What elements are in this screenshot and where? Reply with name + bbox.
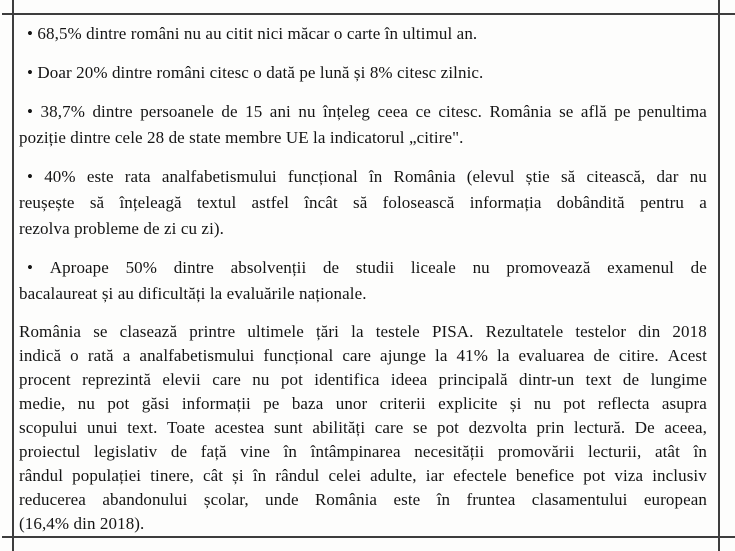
table-border-left	[12, 0, 14, 551]
word: prin	[536, 418, 565, 437]
word: asupra	[661, 394, 707, 413]
word: să	[560, 167, 576, 186]
word: pot	[280, 370, 303, 389]
word: liceale	[410, 258, 456, 277]
word: află	[580, 102, 607, 121]
word: dezvolta	[468, 418, 527, 437]
word: citesc.	[438, 102, 483, 121]
text-line	[19, 368, 707, 392]
text-line	[19, 488, 707, 512]
word: reușește	[19, 193, 75, 212]
bullet-item	[19, 164, 707, 242]
text-line	[19, 99, 707, 125]
word: penultima	[638, 102, 707, 121]
word: de	[690, 258, 707, 277]
word: la	[435, 346, 448, 365]
word: funcțional	[263, 346, 334, 365]
word: reducerea	[19, 490, 86, 509]
word: de	[170, 442, 188, 461]
word: necesității	[414, 442, 485, 461]
text-line	[19, 344, 707, 368]
word: ceea	[377, 102, 409, 121]
word: baza	[291, 394, 324, 413]
word: efectele	[453, 466, 507, 485]
text-line: bacalaureat și au dificultăți la evaluările naționale.	[19, 284, 367, 303]
word: medie,	[19, 394, 66, 413]
word: lectură.	[573, 418, 626, 437]
word: legislativ	[93, 442, 158, 461]
word: nu	[472, 258, 490, 277]
word: informații	[181, 394, 251, 413]
word: România	[314, 490, 378, 509]
paragraph	[19, 320, 707, 536]
word: textul	[196, 193, 237, 212]
word: atât	[654, 442, 680, 461]
word: lecturii,	[588, 442, 642, 461]
word: înțeleg	[323, 102, 371, 121]
word: a	[122, 346, 131, 365]
word: găsi	[141, 394, 170, 413]
word: este	[86, 167, 114, 186]
word: clasează	[119, 322, 178, 341]
word: reprezintă	[82, 370, 152, 389]
word: evaluarea	[518, 346, 585, 365]
word: Rezultatele	[485, 322, 564, 341]
word: în	[283, 442, 298, 461]
text-line	[19, 164, 707, 190]
word: cât	[202, 466, 224, 485]
word: nu	[298, 102, 316, 121]
word: •	[27, 167, 34, 186]
word: folosească	[382, 193, 455, 212]
word: •	[27, 258, 34, 277]
word: explicite	[438, 394, 498, 413]
table-border-right	[718, 0, 720, 551]
bullet-item	[19, 255, 707, 307]
word: nu	[689, 167, 707, 186]
word: unui	[87, 418, 118, 437]
word: PISA.	[431, 322, 474, 341]
word: 15	[245, 102, 263, 121]
text-line	[19, 392, 707, 416]
word: iar	[425, 466, 444, 485]
word: ce	[415, 102, 431, 121]
word: pot	[563, 394, 586, 413]
word: Toate	[167, 418, 206, 437]
word: 50%	[125, 258, 158, 277]
text-line	[19, 416, 707, 440]
word: citire.	[618, 346, 659, 365]
word: România	[489, 102, 552, 121]
word: față	[200, 442, 227, 461]
word: întâmpinarea	[310, 442, 401, 461]
word: inclusiv	[652, 466, 707, 485]
word: procent	[19, 370, 71, 389]
word: țări	[315, 322, 340, 341]
word: din	[638, 322, 661, 341]
word: text	[585, 370, 612, 389]
word: pe	[614, 102, 631, 121]
word: informația	[469, 193, 542, 212]
word: proiectul	[19, 442, 81, 461]
word: identifica	[314, 370, 380, 389]
word: România	[393, 167, 456, 186]
word: care	[374, 418, 404, 437]
bullet-item	[19, 60, 707, 86]
word: dintre	[92, 102, 133, 121]
word: să	[353, 193, 368, 212]
word: viza	[614, 466, 644, 485]
word: nu	[533, 394, 552, 413]
word: știe	[525, 167, 550, 186]
word: nu	[252, 370, 270, 389]
text-line: • 68,5% dintre români nu au citit nici măcar o carte în ultimul an.	[27, 24, 478, 43]
text-line	[19, 190, 707, 216]
text-line	[19, 440, 707, 464]
word: clasamentului	[531, 490, 628, 509]
word: Aproape	[49, 258, 109, 277]
bullet-item	[19, 99, 707, 151]
word: încât	[304, 193, 338, 212]
word: indică	[19, 346, 62, 365]
word: dintre	[173, 258, 214, 277]
word: populației	[72, 466, 142, 485]
word: abilități	[312, 418, 366, 437]
word: unde	[265, 490, 299, 509]
word: •	[27, 102, 34, 121]
word: citească,	[586, 167, 646, 186]
word: de	[221, 102, 238, 121]
word: unor	[335, 394, 368, 413]
word: ani	[269, 102, 291, 121]
word: la	[497, 346, 510, 365]
word: tinere,	[150, 466, 194, 485]
word: funcțional	[287, 167, 358, 186]
word: pentru	[639, 193, 684, 212]
word: text.	[127, 418, 158, 437]
word: în	[693, 442, 707, 461]
word: aceea,	[664, 418, 707, 437]
word: rata	[124, 167, 151, 186]
word: înțeleagă	[119, 193, 182, 212]
word: care	[212, 370, 241, 389]
word: ideea	[390, 370, 428, 389]
word: România	[19, 322, 82, 341]
word: abandonului	[102, 490, 188, 509]
word: în	[436, 490, 451, 509]
word: 40%	[44, 167, 76, 186]
word: de	[322, 258, 340, 277]
word: dintr-un	[519, 370, 575, 389]
word: celei	[328, 466, 362, 485]
word: la	[351, 322, 364, 341]
word: principală	[438, 370, 508, 389]
word: ultimele	[247, 322, 304, 341]
word: analfabetismului	[139, 346, 255, 365]
word: se	[559, 102, 574, 121]
table-border-bottom	[2, 536, 735, 538]
word: dar	[656, 167, 679, 186]
word: a	[699, 193, 707, 212]
word: o	[70, 346, 79, 365]
word: se	[413, 418, 428, 437]
text-line: poziție dintre cele 28 de state membre UE la indicatorul „citire".	[19, 128, 464, 147]
word: persoanele	[140, 102, 214, 121]
word: școlar,	[203, 490, 249, 509]
word: este	[393, 490, 421, 509]
word: european	[643, 490, 707, 509]
word: 2018	[672, 322, 707, 341]
text-line	[19, 320, 707, 344]
text-line	[19, 255, 707, 281]
word: lungime	[650, 370, 707, 389]
text-line: rezolva probleme de zi cu zi).	[19, 219, 225, 238]
word: (elevul	[466, 167, 515, 186]
word: sunt	[273, 418, 303, 437]
word: vine	[240, 442, 270, 461]
word: în	[368, 167, 383, 186]
word: testele	[375, 322, 420, 341]
bullet-list	[19, 21, 707, 307]
word: pot	[436, 418, 459, 437]
word: 41%	[456, 346, 488, 365]
word: printre	[189, 322, 236, 341]
word: de	[593, 346, 610, 365]
word: dobândită	[556, 193, 625, 212]
document-content	[19, 21, 707, 536]
word: acestea	[214, 418, 265, 437]
word: De	[634, 418, 655, 437]
bullet-item	[19, 21, 707, 47]
word: de	[622, 370, 640, 389]
text-line: • Doar 20% dintre români citesc o dată pe lună și 8% citesc zilnic.	[27, 63, 484, 82]
word: care	[342, 346, 372, 365]
word: pot	[107, 394, 130, 413]
word: nu	[77, 394, 95, 413]
word: studii	[355, 258, 395, 277]
word: rândul	[19, 466, 64, 485]
word: pot	[583, 466, 606, 485]
word: Acest	[667, 346, 707, 365]
word: elevii	[162, 370, 201, 389]
word: 38,7%	[40, 102, 85, 121]
word: testelor	[575, 322, 627, 341]
word: adulte,	[370, 466, 417, 485]
text-line: (16,4% din 2018).	[19, 514, 145, 533]
word: și	[232, 466, 244, 485]
text-line	[19, 464, 707, 488]
word: promovării	[497, 442, 575, 461]
table-border-top	[2, 13, 735, 15]
word: scopului	[19, 418, 78, 437]
word: analfabetismului	[161, 167, 277, 186]
word: în	[252, 466, 267, 485]
word: rândul	[275, 466, 320, 485]
word: fruntea	[466, 490, 516, 509]
word: să	[89, 193, 105, 212]
word: examenul	[607, 258, 675, 277]
word: absolvenții	[230, 258, 307, 277]
word: se	[93, 322, 108, 341]
word: benefice	[515, 466, 575, 485]
word: promovează	[506, 258, 591, 277]
word: și	[509, 394, 522, 413]
word: criterii	[379, 394, 426, 413]
word: rată	[87, 346, 114, 365]
word: reflecta	[597, 394, 650, 413]
word: pe	[263, 394, 280, 413]
word: ajunge	[380, 346, 426, 365]
word: astfel	[251, 193, 289, 212]
